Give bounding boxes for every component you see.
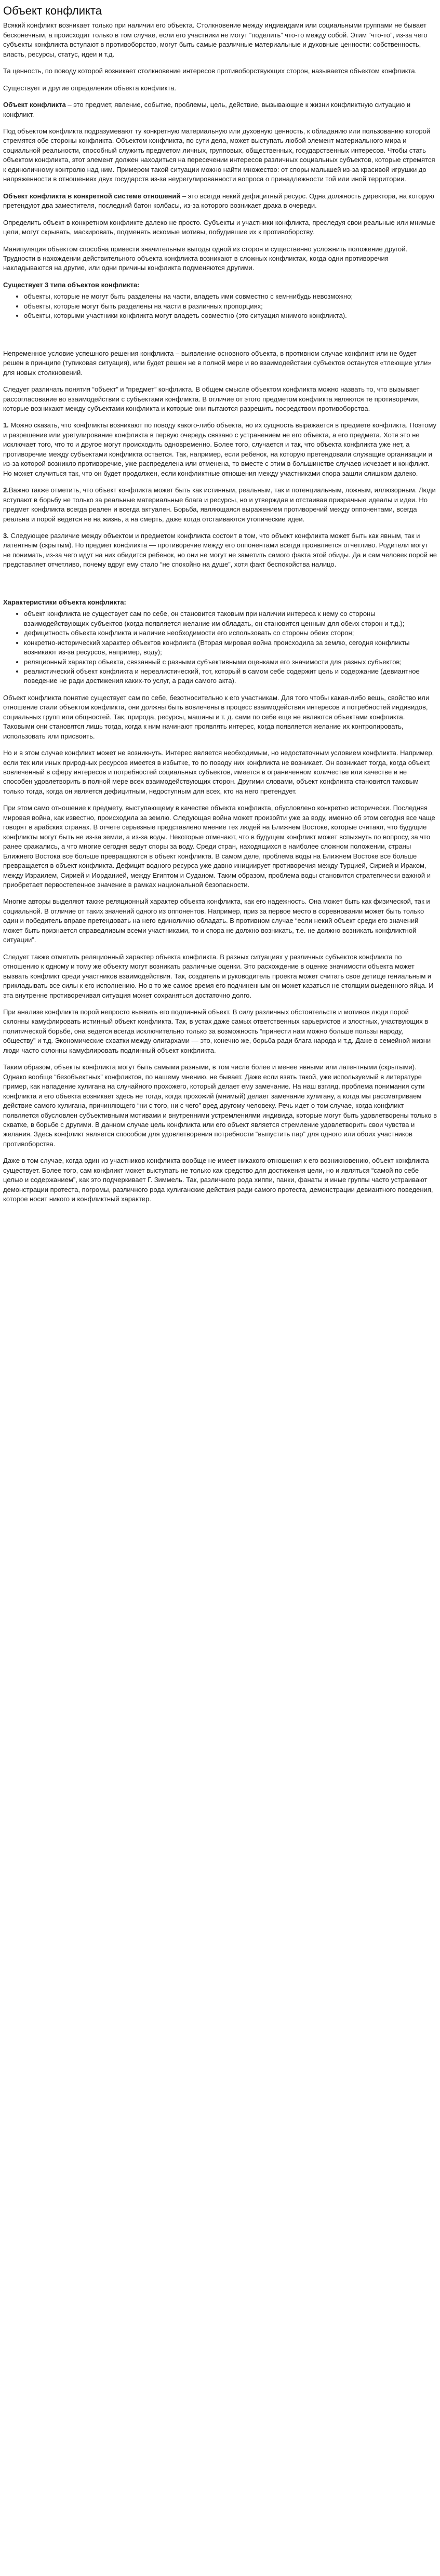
intro-paragraph-3: Существует и другие определения объекта конфликта.: [3, 84, 177, 92]
definition-1-text: – это предмет, явление, событие, проблемы, цель, действие, вызывающие к жизни конфликтную ситуацию и конфликт.: [3, 101, 411, 118]
list-item: • объект конфликта не существует сам по себе, он становится таковым при наличии интереса к нему со стороны взаимодействующих субъектов (когда появляется желание им обладать, он становится ценным для обеих сторон и т.д.);: [24, 609, 437, 628]
point-2-text: Важно также отметить, что объект конфликта может быть как истинным, реальным, так и потенциальным, ложным, иллюзорным. Люди вступают в борьбу не только за реальные материальные блага и ресурсы, но и утверждая и отстаивая призрачные идеалы и идеи. Но предмет конфликта всегда реален и всегда актуален. Борьба, являющаяся выражением противоречий между оппонентами, всегда реальна и порой ведется не на жизнь, а на смерть, даже когда отстаиваются утопические идеи.: [3, 486, 436, 523]
paragraph-c-7: Таким образом, объекты конфликта могут быть самыми разными, в том числе более и менее явными или латентными (скрытыми). Однако вообще “безобъектных” конфликтов, по нашему мнению, не бывает. Даже если взять такой, уже используемый в литературе пример, как нападение хулигана на случайного прохожего, который делает ему замечание. На наш взгляд, проблема понимания сути конфликта и его объекта возникает здесь не тогда, когда прохожий (мнимый) делает замечание хулигану, а когда мы рассматриваем действие самого хулигана, причиняющего “ни с того, ни с чего” вред другому человеку. Речь идет о том случае, когда конфликт появляется обусловлен субъективными мотивами и внутренними устремлениями индивида, которые могут быть удовлетворены только в схватке, в борьбе с другими. В данном случае цель конфликта или его объект является стремление удовлетворить свои чувства и желания. Здесь конфликт является способом для удовлетворения потребности “выпустить пар” для одного или обоих участников противоборства.: [3, 1063, 437, 1148]
article: [0, 0, 440, 1204]
paragraph-c-3: При этом само отношение к предмету, выступающему в качестве объекта конфликта, обусловлено конкретно исторически. Последняя мировая война, как известно, происходила за землю. Следующая война может произойти уже за воду, именно об этом сегодня все чаще говорят в арабских странах. В отчете серьезные представлено мнение тех людей на Ближнем Востоке, которые считают, что будущие конфликты могут быть не из-за земли, а из-за воды. Некоторые отмечают, что в будущем конфликт может вспыхнуть по вопросу, за что ранее сражались, а что многие сегодня ведут споры за воду. Среди стран, находящихся в наиболее сложном положении, страны Ближнего Востока все больше превращаются в объект конфликта. В самом деле, проблема воды на Ближнем Востоке все больше превращается в объект конфликта. Дефицит водного ресурса уже давно инициирует противоречия между Турцией, Сирией и Ираком, между Израилем, Сирией и Иорданией, между Египтом и Суданом. Таким образом, проблема воды становится стратегически важной и приобретает первостепенное значение в рамках национальной безопасности.: [3, 804, 435, 889]
paragraph-c-1: Объект конфликта понятие существует сам по себе, безотносительно к его участникам. Для того чтобы какая-либо вещь, свойство или отношение стали объектом конфликта, они должны быть вовлечены в процесс взаимодействия интересов и потребностей индивидов, социальных групп или общностей. Так, природа, ресурсы, машины и т. д. сами по себе еще не являются объектами конфликта. Таковыми они становятся лишь тогда, когда к ним начинают проявлять интерес, когда появляется желание их контролировать, использовать или присвоить.: [3, 693, 430, 740]
point-1-text: Можно сказать, что конфликты возникают по поводу какого-либо объекта, но их сущность выражается в предмете конфликта. Поэтому и разрешение или урегулирование конфликта в первую очередь связано с устранением не его объекта, а его предмета. Хотя это не исключает того, что то и другое могут происходить одновременно. Более того, случается и так, что объекта конфликта уже нет, а противоречие между субъектами конфликта остается. Так, например, если ребенок, на которую претендовали служащие организации и из-за которой возникло противоречие, уже распределена или отменена, то вместе с этим в большинстве случаев исчезает и конфликт. Но может случиться так, что он будет продолжен, если конфликтные отношения между участниками спора зашли слишком далеко.: [3, 421, 437, 477]
types-heading: Существует 3 типа объектов конфликта:: [3, 280, 140, 289]
point-2: [3, 486, 437, 524]
list-item: • конкретно-исторический характер объектов конфликта (Вторая мировая война происходила за землю, сегодня конфликты возникают из-за ресурсов, например, воду);: [24, 638, 437, 658]
list-item: • дефицитность объекта конфликта и наличие необходимости его использовать со стороны обеих сторон;: [24, 628, 437, 638]
spacer: [3, 577, 437, 598]
definition-1-lead: Объект конфликта: [3, 101, 66, 109]
intro-paragraph-1: Всякий конфликт возникает только при наличии его объекта. Столкновение между индивидами или социальными группами не бывает бесконечным, а происходит только в том случае, если его участники не могут “поделить” что-то между собой. Этим “что-то”, из-за чего субъекты конфликта вступают в противоборство, могут быть самые различные материальные и духовные ценности: собственность, власть, ресурсы, статус, идеи и т.д.: [3, 21, 428, 58]
point-3-number: 3.: [3, 531, 9, 540]
list-item: • реляционный характер объекта, связанный с разными субъективными оценками его значимости для разных субъектов;: [24, 658, 437, 667]
definition-3-text: – это всегда некий дефицитный ресурс. Одна должность директора, на которую претендуют два заместителя, последний батон колбасы, из-за которого возникает драка в очереди.: [3, 192, 434, 210]
point-3-text: Следующее различие между объектом и предметом конфликта состоит в том, что объект конфликта может быть как явным, так и латентным (скрытым). Но предмет конфликта — противоречие между его оппонентами всегда проявляется отчетливо. Родители могут не понимать, из-за чего идут на них обидится ребенок, но они не могут не заметить самого факта этой обиды. Да и сам человек порой не представляет отчетливо, почему вдруг ему стало “не спокойно на душе”, хотя факт беспокойства налицо.: [3, 531, 437, 569]
list-item: • объекты, которыми участники конфликта могут владеть совместно (это ситуация мнимого конфликта).: [24, 311, 437, 320]
characteristics-list: [3, 609, 437, 686]
paragraph-c-6: При анализе конфликта порой непросто выявить его подлинный объект. В силу различных обстоятельств и мотивов люди порой склонны камуфлировать истинный объект конфликта. Так, в устах даже самых ответственных карьеристов и злостных, участвующих в политической борьбе, она ведется всегда исключительно только за возможность “принести нам можно больше пользы народу, обществу” и т.д. Экономические схватки между олигархами — это, конечно же, борьба ради блага народа и т.д. Даже в семейной жизни люди часто склонны камуфлировать подлинный объект конфликта.: [3, 1008, 431, 1054]
paragraph-c-5: Следует также отметить реляционный характер объекта конфликта. В разных ситуациях у различных субъектов конфликта по отношению к одному и тому же объекту могут возникать различные оценки. Это расхождение в оценке значимости объекта может вызвать конфликт среди участников взаимодействия. Так, создатель и руководитель проекта может считать свое детище гениальным и прикладывать все силы к его исполнению. Но в то же самое время его подчиненным он может казаться не стоящим выеденного яйца. И эта внутренне противоречивая ситуация может сохраняться достаточно долго.: [3, 952, 434, 999]
point-1: [3, 421, 437, 478]
definition-3-lead: Объект конфликта в конкретной системе отношений: [3, 192, 181, 200]
point-3: [3, 531, 437, 570]
types-list: [3, 292, 437, 320]
point-1-number: 1.: [3, 421, 9, 430]
definition-3: [3, 192, 437, 211]
list-item: • реалистический объект конфликта и нереалистический, тот, который в самом себе содержит цель и содержание (девиантное поведение не ради достижения каких-то услуг, а ради самого акта).: [24, 667, 437, 686]
page-title: Объект конфликта: [3, 4, 102, 17]
paragraph-a-2: Манипуляция объектом способна привести значительные выгоды одной из сторон и существенно усложнить положение другой. Трудности в нахождении действительного объекта конфликта возникают в сложных конфликтах, когда одни противоречия накладываются на другие, или одни причины конфликта подменяются другими.: [3, 245, 408, 272]
definition-2: Под объектом конфликта подразумевают ту конкретную материальную или духовную ценность, к обладанию или пользованию которой стремятся обе стороны конфликта. Объектом конфликта, по сути дела, может выступать любой элемент материального мира и социальной реальности, способный служить предметом личных, групповых, общественных, государственных интересов. Чтобы стать объектом конфликта, этот элемент должен находиться на пересечении интересов различных социальных субъектов, которые стремятся к единоличному контролю над ним. Примером такой ситуации можно найти множество: от споры малышей из-за красивой игрушки до напряженности в отношениях двух государств из-за неурегулированности вопроса о принадлежности той или иной территории.: [3, 127, 435, 183]
list-item: • объекты, которые не могут быть разделены на части, владеть ими совместно с кем-нибудь невозможно;: [24, 292, 437, 301]
spacer: [3, 328, 437, 349]
paragraph-c-8: Даже в том случае, когда один из участников конфликта вообще не имеет никакого отношения к его возникновению, объект конфликта существует. Более того, сам конфликт может выступать не только как средство для достижения цели, но и являться “самой по себе целью и содержанием”, как это подчеркивает Г. Зиммель. Так, различного рода хиппи, панки, фанаты и иные группы часто устраивают демонстрации протеста, погромы, различного рода хулиганские действия ради самого протеста, демонстрации девиантного поведения, которое носит никого и конфликтный характер.: [3, 1157, 433, 1203]
intro-paragraph-2: Та ценность, по поводу которой возникает столкновение интересов противоборствующих сторон, называется объектом конфликта.: [3, 67, 417, 75]
paragraph-c-4: Многие авторы выделяют также реляционный характер объекта конфликта, как его надежность. Она может быть как физической, так и социальной. В отличие от таких значений одного из оппонентов. Например, приз за первое место в соревновании может быть только один и победитель вправе претендовать на него единолично обладать. В противном случае “если некий объект среди его значений может быть признается справедливым всеми участниками, то и спора не должно возникать, т.е. не должно возникать конфликтной ситуации”.: [3, 897, 430, 944]
paragraph-b-1: Непременное условие успешного решения конфликта – выявление основного объекта, в противном случае конфликт или не будет решен в принципе (тупиковая ситуация), или будет решен не в полной мере и во взаимодействии субъектов останутся «тлеющие угли» для новых столкновений.: [3, 349, 432, 377]
list-item: • объекты, которые могут быть разделены на части в различных пропорциях;: [24, 302, 437, 311]
definition-1: [3, 100, 437, 119]
paragraph-b-2: Следует различать понятия “объект” и “предмет” конфликта. В общем смысле объектом конфликта можно назвать то, что вызывает рассогласование во взаимодействии с субъектами конфликта. В отличие от этого предметом конфликта являются те противоречия, которые возникают между субъектами конфликта и которые они пытаются разрешить посредством противоборства.: [3, 385, 420, 412]
point-2-number: 2.: [3, 486, 9, 494]
paragraph-c-2: Но и в этом случае конфликт может не возникнуть. Интерес является необходимым, но недостаточным условием конфликта. Например, если тех или иных природных ресурсов имеется в избытке, то по поводу них конфликта не возникает. Он возникает тогда, когда объект, вовлеченный в сферу интересов и потребностей социальных субъектов, имеется в ограниченном количестве или качестве и не способен удовлетворить в полной мере всех взаимодействующих сторон. Другими словами, объект конфликта становится таковым только тогда, когда он является дефицитным, недоступным для всех, кто на него претендует.: [3, 749, 434, 795]
paragraph-a-1: Определить объект в конкретном конфликте далеко не просто. Субъекты и участники конфликта, преследуя свои реальные или мнимые цели, могут скрывать, маскировать, подменять искомые мотивы, побудившие их к противоборству.: [3, 218, 435, 236]
characteristics-heading: Характеристики объекта конфликта:: [3, 598, 126, 606]
